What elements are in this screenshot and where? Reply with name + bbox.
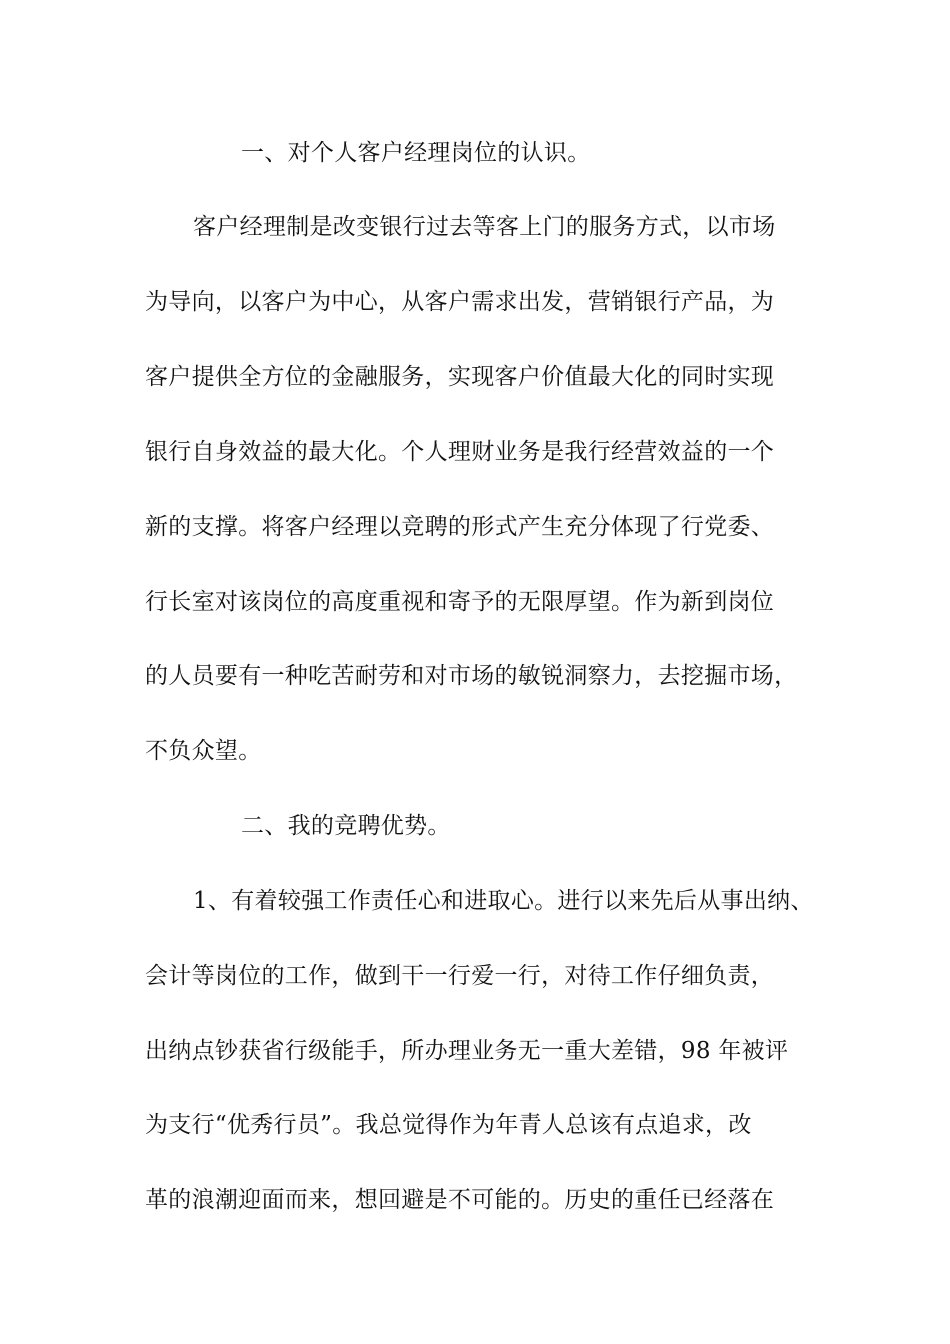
paragraph-line: 为支行“优秀行员”。我总觉得作为年青人总该有点追求，改 bbox=[145, 1112, 752, 1138]
paragraph-line: 为导向，以客户为中心，从客户需求出发，营销银行产品，为 bbox=[145, 289, 775, 315]
section-heading-1: 一、对个人客户经理岗位的认识。 bbox=[241, 140, 591, 166]
paragraph-line: 新的支撑。将客户经理以竞聘的形式产生充分体现了行党委、 bbox=[145, 514, 775, 540]
paragraph-line: 会计等岗位的工作，做到干一行爱一行，对待工作仔细负责， bbox=[145, 963, 775, 989]
section-heading-2: 二、我的竞聘优势。 bbox=[241, 813, 451, 839]
paragraph-line: 的人员要有一种吃苦耐劳和对市场的敏锐洞察力，去挖掘市场， bbox=[145, 663, 798, 689]
paragraph-line: 客户提供全方位的金融服务，实现客户价值最大化的同时实现 bbox=[145, 364, 775, 390]
paragraph-line: 客户经理制是改变银行过去等客上门的服务方式，以市场 bbox=[193, 214, 776, 240]
paragraph-line: 银行自身效益的最大化。个人理财业务是我行经营效益的一个 bbox=[145, 439, 775, 465]
paragraph-line: 行长室对该岗位的高度重视和寄予的无限厚望。作为新到岗位 bbox=[145, 589, 775, 615]
paragraph-line: 1、有着较强工作责任心和进取心。进行以来先后从事出纳、 bbox=[193, 888, 814, 914]
paragraph-line: 不负众望。 bbox=[145, 738, 262, 764]
paragraph-line: 出纳点钞获省行级能手，所办理业务无一重大差错，98 年被评 bbox=[145, 1038, 789, 1064]
paragraph-line: 革的浪潮迎面而来，想回避是不可能的。历史的重任已经落在 bbox=[145, 1187, 775, 1213]
